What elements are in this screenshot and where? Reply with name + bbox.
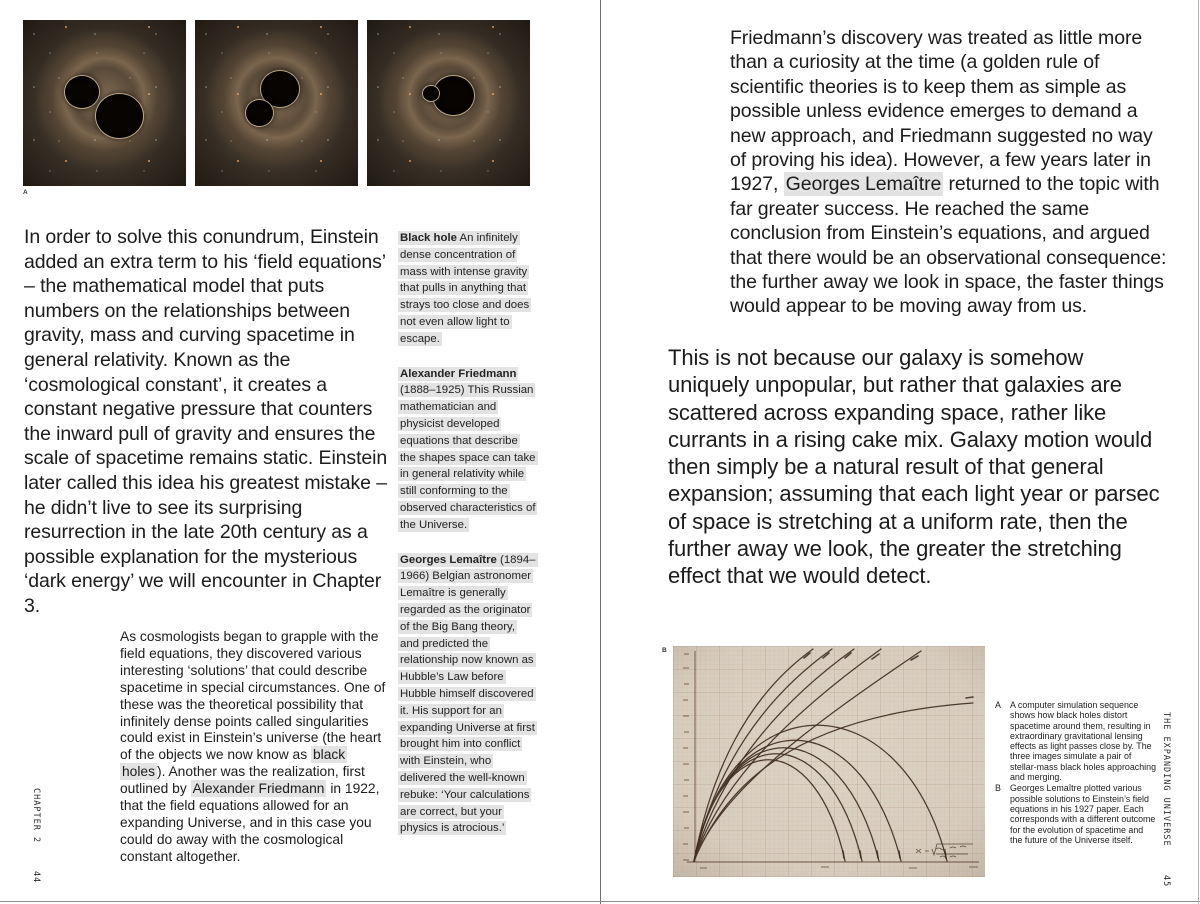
right-large-paragraph: This is not because our galaxy is somehow uniquely unpopular, but rather that galaxies are scattered across expanding space, rather like currants in a rising cake mix. Galaxy motion would then simply be a natural result of that general expansion; assuming that each light year or parsec of space is stretching at a uniform rate, then the further away we look, the greater the stretching effect that we would detect.	[668, 345, 1160, 589]
caption-a-label: A	[995, 700, 1001, 710]
left-indented-paragraph	[120, 629, 388, 866]
glossary-entry-black-hole	[398, 230, 536, 348]
caption-a-text: A computer simulation sequence shows how black holes distort spacetime around them, resulting in extraordinary gravitational lensing effects as light passes close by. The three images simulate a pair of stellar-mass black holes approaching and merging.	[1010, 700, 1157, 783]
glossary-definition: (1894–1966) Belgian astronomer Lemaître is generally regarded as the originator of the Big Bang theory, and predicted the relationship now known as Hubble’s Law before Hubble himself discovered it. His support for an expanding Universe at first brought him into conflict with Einstein, who delivered the well-known rebuke: ‘Your calculations are correct, but your physics is atrocious.’	[400, 553, 536, 835]
glossary-definition: (1888–1925) This Russian mathematician and physicist developed equations that describe the shapes space can take in general relativity while still conforming to the observed characteristics of the Universe.	[400, 384, 536, 531]
glossary-term: Black hole	[400, 232, 457, 244]
black-hole-shape	[423, 86, 439, 101]
right-page-margin	[1161, 712, 1171, 887]
glossary-column	[398, 230, 536, 855]
center-gutter-rule	[600, 0, 601, 904]
glossary-definition: An infinitely dense concentration of mass with intense gravity that pulls in anything that strays too close and does not even allow light to escape.	[400, 232, 530, 345]
paragraph-text: As cosmologists began to grapple with the field equations, they discovered various interesting ‘solutions’ that could describe spacetime in special circumstances. One of these was the theoretical possibility that infinitely dense points called singularities could exist in Einstein’s universe (the heart of the objects we now know as	[120, 629, 386, 763]
chapter-label: CHAPTER 2	[31, 788, 41, 844]
glossary-term: Alexander Friedmann	[400, 367, 517, 380]
highlighted-term-black-holes: black holes	[122, 747, 346, 780]
caption-b-label: B	[995, 783, 1001, 794]
right-edge-rule	[1198, 0, 1199, 904]
running-title: THE EXPANDING UNIVERSE	[1161, 712, 1171, 847]
black-hole-shape	[433, 76, 474, 115]
black-hole-shape	[246, 100, 273, 126]
black-hole-shape	[65, 76, 99, 108]
glossary-entry-alexander-friedmann	[398, 366, 536, 534]
caption-b-text: Georges Lemaître plotted various possible solutions to Einstein’s field equations in his 1927 paper. Each corresponds with a different outcome for the evolution of spacetime and the future of the Universe itself.	[1010, 783, 1156, 845]
left-page-margin	[31, 788, 41, 883]
paragraph-text: returned to the topic with far greater success. He reached the same conclusion from Einstein’s equations, and argued that there would be an observational consequence: the further away we look in space, the faster things would appear to be moving away from us.	[730, 173, 1167, 318]
glossary-entry-georges-lemaitre	[398, 552, 536, 838]
paragraph-text: in 1922, that the field equations allowed for an expanding Universe, and in this case you could do away with the cosmological constant altogether.	[120, 781, 380, 864]
highlighted-term-georges-lemaitre: Georges Lemaître	[785, 173, 942, 196]
right-top-paragraph	[730, 26, 1168, 319]
caption-b	[995, 783, 1157, 845]
bottom-rule	[0, 901, 1200, 902]
blackhole-simulation-image-3	[367, 20, 530, 186]
figure-b-lemaitre-plot	[673, 646, 985, 877]
highlighted-term-alexander-friedmann: Alexander Friedmann	[192, 781, 325, 797]
page-number-left: 44	[31, 871, 41, 884]
left-body-paragraph: In order to solve this conundrum, Einstein added an extra term to his ‘field equations’ – the mathematical model that puts numbers on the relationships between gravity, mass and curving spacetime in general relativity. Known as the ‘cosmological constant’, it creates a constant negative pressure that counters the inward pull of gravity and ensures the scale of spacetime remains static. Einstein later called this idea his greatest mistake – he didn’t live to see its surprising resurrection in the late 20th century as a possible explanation for the mysterious ‘dark energy’ we will encounter in Chapter 3.	[24, 226, 388, 617]
paragraph-text: ). Another was the realization, first outlined by	[120, 764, 365, 797]
black-hole-shape	[96, 94, 143, 138]
figure-b-label: B	[662, 647, 668, 654]
blackhole-simulation-image-1	[23, 20, 186, 186]
figure-captions	[995, 700, 1157, 846]
figure-a-blackhole-simulation	[23, 20, 530, 186]
paragraph-text: Friedmann’s discovery was treated as little more than a curiosity at the time (a golden rule of scientific theories is to keep them as simple as possible unless evidence emerges to demand a new approach, and Friedmann suggested no way of proving his idea). However, a few years later in 1927,	[730, 27, 1153, 196]
lemaitre-plot-image	[673, 646, 985, 877]
page-number-right: 45	[1161, 874, 1171, 887]
figure-a-label: A	[23, 189, 29, 196]
glossary-term: Georges Lemaître	[400, 553, 497, 566]
blackhole-simulation-image-2	[195, 20, 358, 186]
caption-a	[995, 700, 1157, 782]
